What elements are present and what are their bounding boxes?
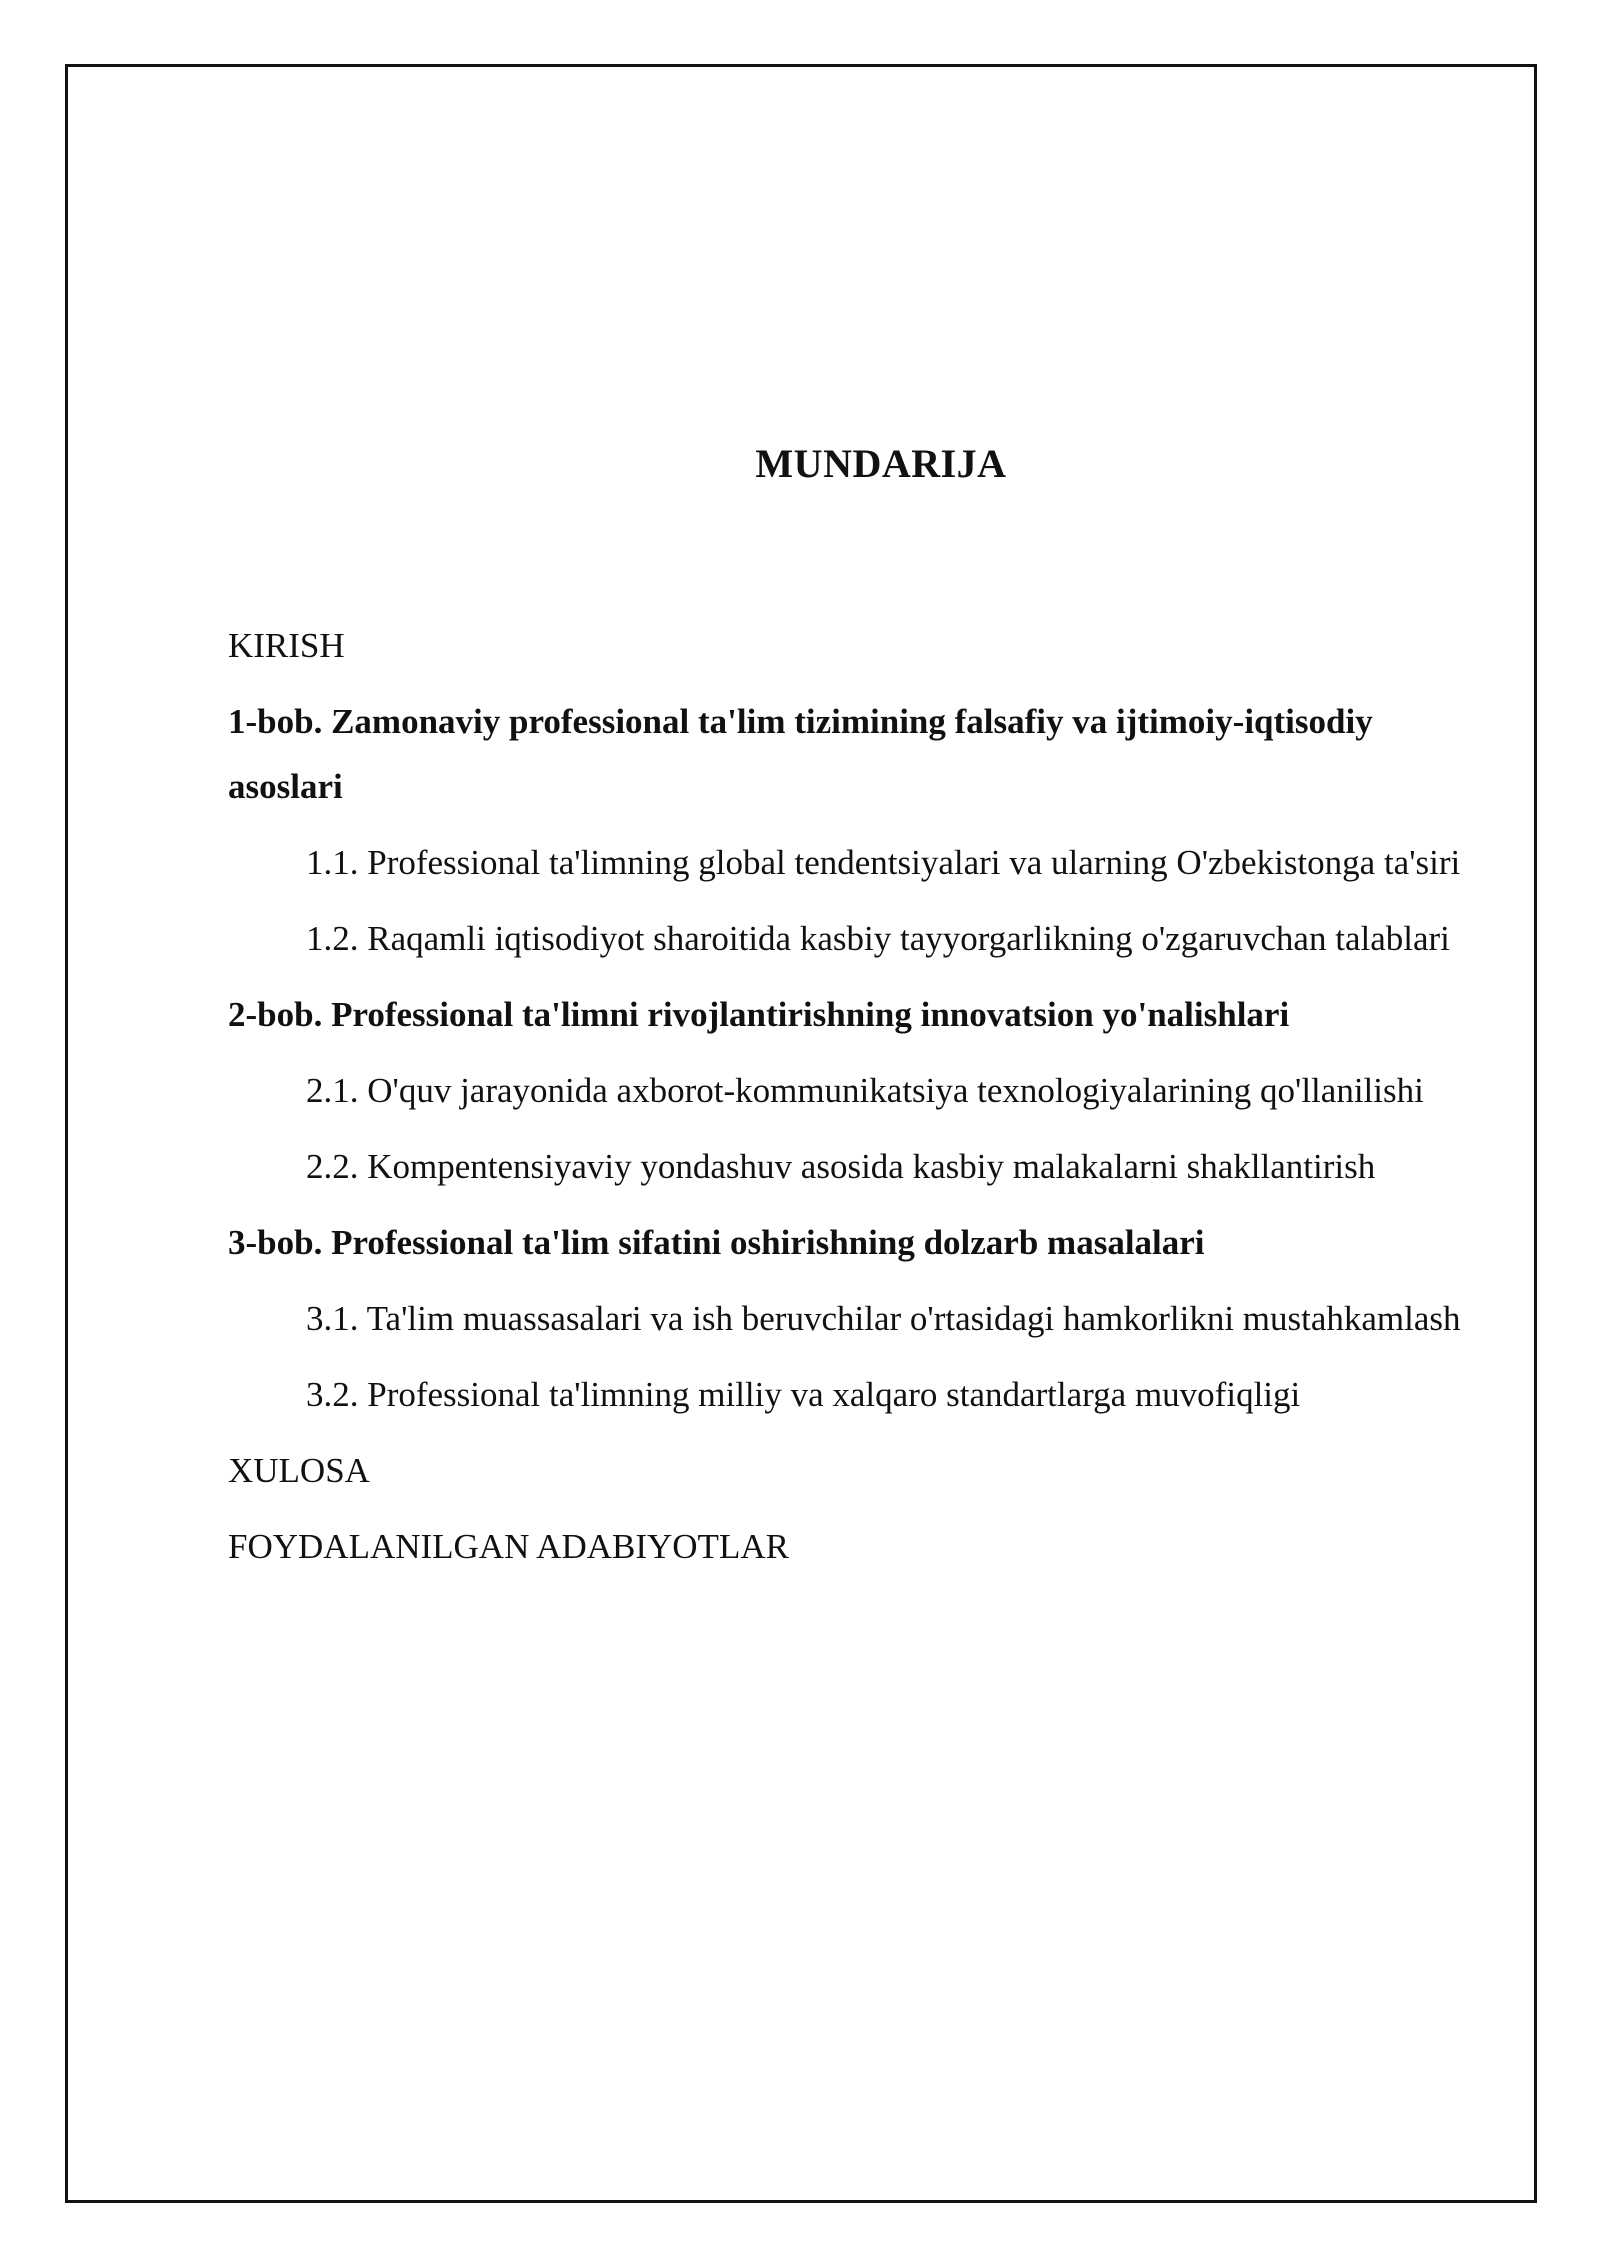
toc-entry-chapter-1: 1-bob. Zamonaviy professional ta'lim tizimining falsafiy va ijtimoiy-iqtisodiy asoslari: [228, 702, 1373, 806]
toc-entry-introduction: KIRISH: [228, 626, 345, 665]
toc-entry-references: FOYDALANILGAN ADABIYOTLAR: [228, 1527, 789, 1566]
toc-entry-section-1-2: 1.2. Raqamli iqtisodiyot sharoitida kasbiy tayyorgarlikning o'zgaruvchan talablari: [306, 919, 1450, 958]
toc-entry-chapter-2: 2-bob. Professional ta'limni rivojlantirishning innovatsion yo'nalishlari: [228, 995, 1290, 1034]
toc-list: [228, 613, 1484, 1579]
toc-entry-section-1-1: 1.1. Professional ta'limning global tendentsiyalari va ularning O'zbekistonga ta'siri: [306, 843, 1461, 882]
toc-entry-section-2-1: 2.1. O'quv jarayonida axborot-kommunikatsiya texnologiyalarining qo'llanilishi: [306, 1071, 1424, 1110]
table-of-contents: [228, 440, 1484, 1590]
toc-entry-section-3-2: 3.2. Professional ta'limning milliy va xalqaro standartlarga muvofiqligi: [306, 1375, 1301, 1414]
toc-entry-conclusion: XULOSA: [228, 1451, 370, 1490]
toc-title: MUNDARIJA: [755, 441, 1007, 486]
toc-entry-section-3-1: 3.1. Ta'lim muassasalari va ish beruvchilar o'rtasidagi hamkorlikni mustahkamlash: [306, 1299, 1461, 1338]
toc-entry-chapter-3: 3-bob. Professional ta'lim sifatini oshirishning dolzarb masalalari: [228, 1223, 1205, 1262]
toc-entry-section-2-2: 2.2. Kompentensiyaviy yondashuv asosida kasbiy malakalarni shakllantirish: [306, 1147, 1376, 1186]
